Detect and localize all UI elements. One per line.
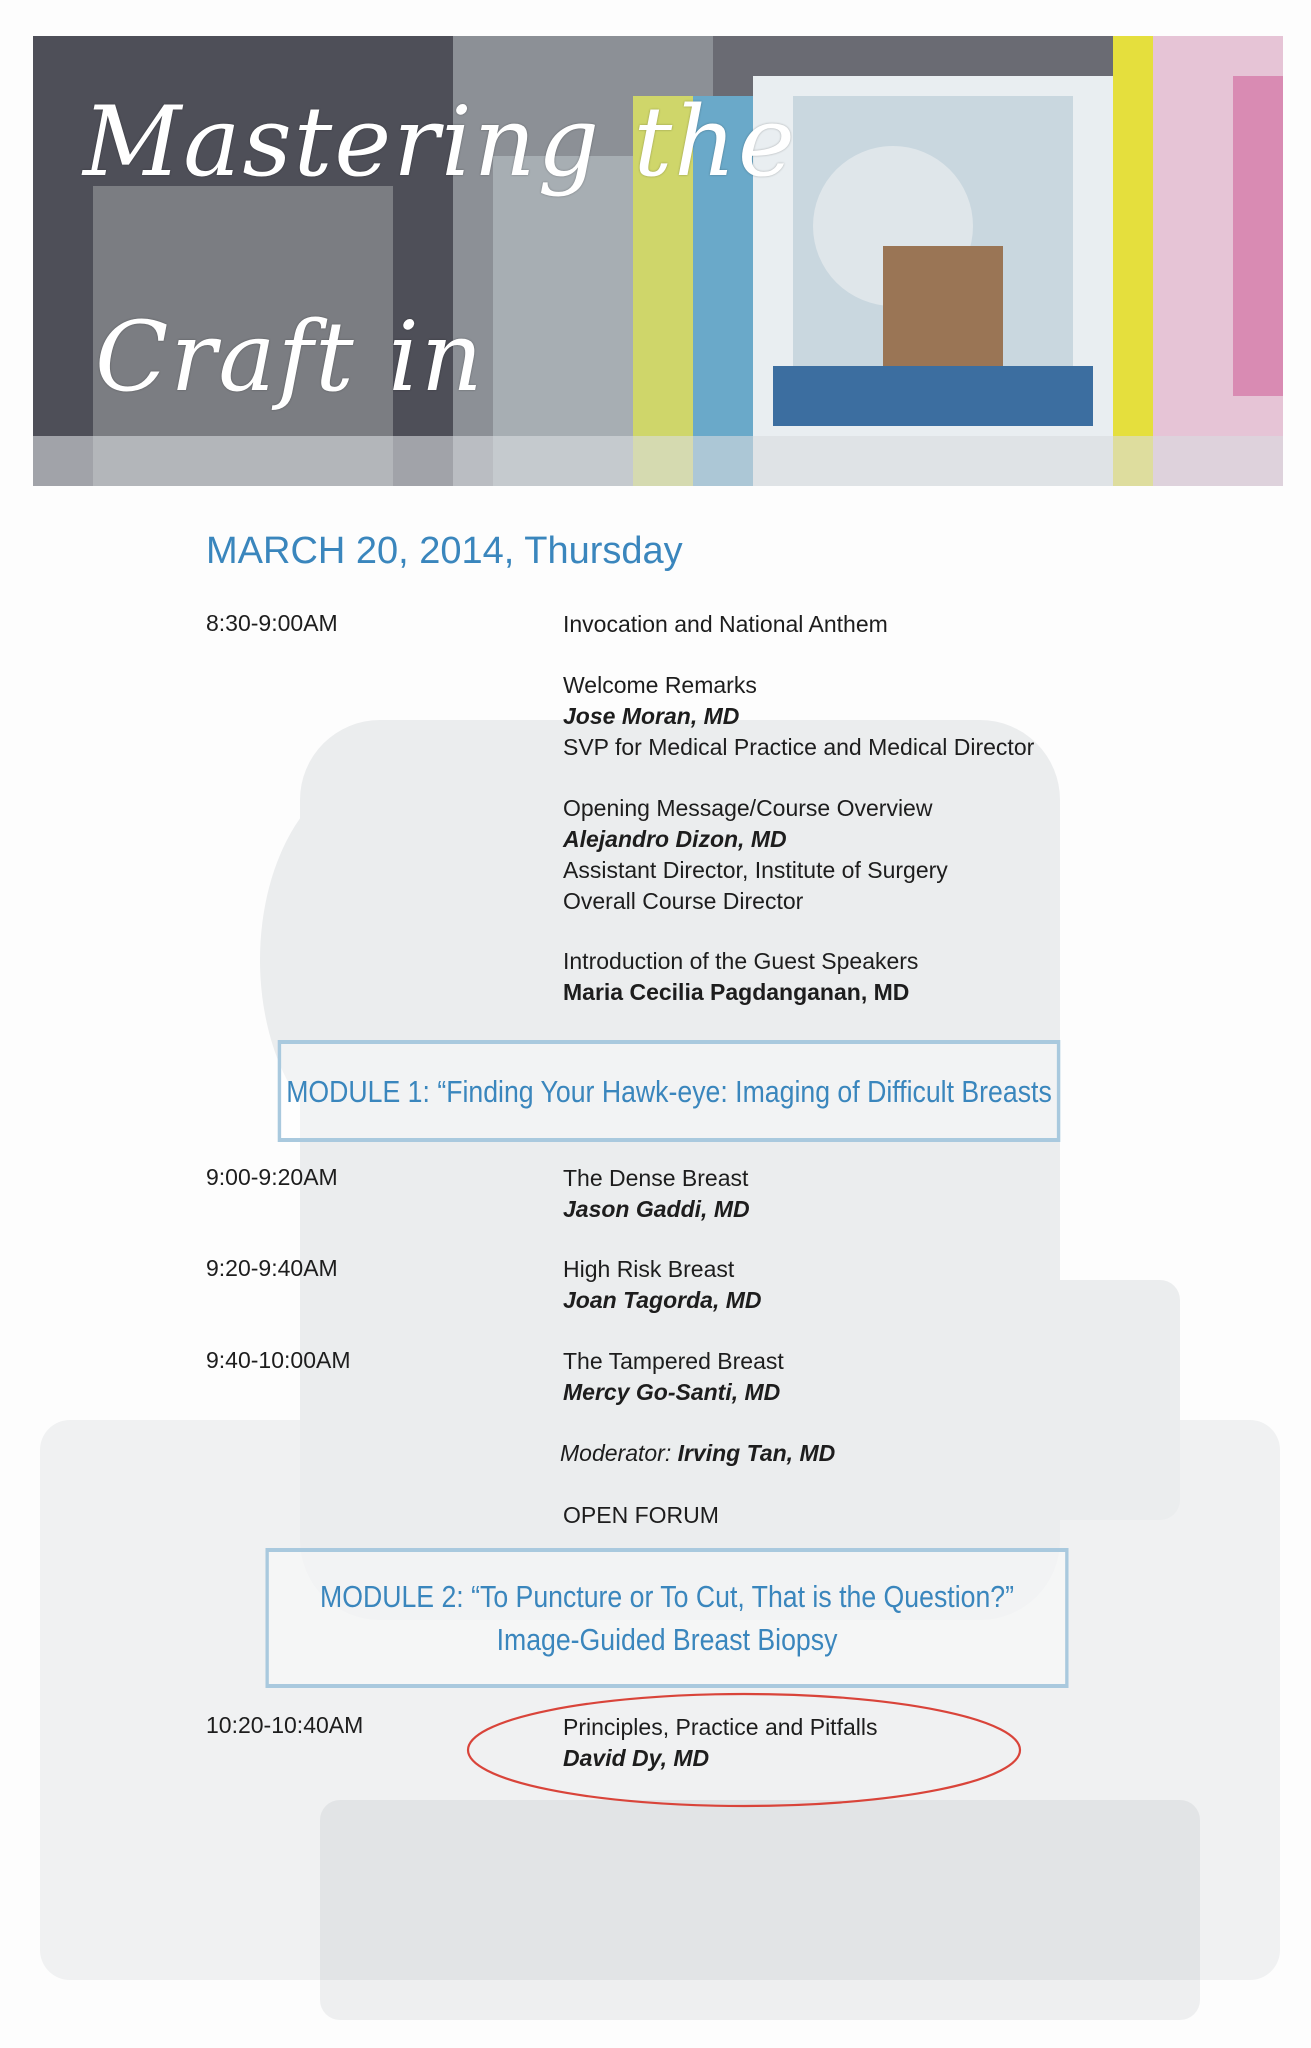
header-banner (33, 36, 1283, 486)
speaker-name: Alejandro Dizon, MD (563, 826, 787, 852)
agenda-item-title: Invocation and National Anthem (563, 611, 888, 637)
speaker-role: Assistant Director, Institute of Surgery (563, 857, 948, 883)
speaker-name: Maria Cecilia Pagdanganan, MD (563, 979, 910, 1005)
module-1-header (278, 1040, 1061, 1142)
speaker-name: David Dy, MD (563, 1745, 710, 1771)
time-slot: 8:30-9:00AM (206, 610, 338, 636)
speaker-name: Jason Gaddi, MD (563, 1196, 750, 1222)
agenda-item (563, 1346, 1263, 1408)
agenda-item-title: Opening Message/Course Overview (563, 795, 933, 821)
time-slot: 10:20-10:40AM (206, 1712, 364, 1738)
banner-title-line2: Craft in (95, 301, 485, 413)
agenda-item-title: High Risk Breast (563, 1256, 735, 1282)
agenda-item (563, 946, 1263, 1008)
module-2-title-line2: Image-Guided Breast Biopsy (496, 1622, 838, 1657)
agenda-item-title: Introduction of the Guest Speakers (563, 948, 919, 974)
agenda-item (563, 1163, 1263, 1225)
banner-title-line1: Mastering the (83, 86, 797, 198)
moderator-line (560, 1438, 1260, 1469)
speaker-role: Overall Course Director (563, 888, 804, 914)
agenda-item-title: The Tampered Breast (563, 1348, 784, 1374)
agenda-item-title: Welcome Remarks (563, 672, 757, 698)
agenda-item-title: Principles, Practice and Pitfalls (563, 1714, 878, 1740)
schedule-date: MARCH 20, 2014, Thursday (206, 530, 683, 572)
agenda-item-title: The Dense Breast (563, 1165, 749, 1191)
time-slot: 9:00-9:20AM (206, 1164, 338, 1190)
speaker-role: SVP for Medical Practice and Medical Director (563, 734, 1035, 760)
moderator-name: Irving Tan, MD (677, 1440, 836, 1466)
module-2-header (265, 1548, 1068, 1688)
module-2-title-line1: MODULE 2: “To Puncture or To Cut, That is the Question?” (320, 1579, 1014, 1614)
speaker-name: Jose Moran, MD (563, 703, 740, 729)
open-forum: OPEN FORUM (563, 1502, 719, 1528)
agenda-item (563, 1254, 1263, 1316)
time-slot: 9:20-9:40AM (206, 1255, 338, 1281)
speaker-name: Mercy Go-Santi, MD (563, 1379, 781, 1405)
speaker-name: Joan Tagorda, MD (563, 1287, 762, 1313)
agenda-item (563, 793, 1263, 917)
highlight-ellipse (462, 1687, 1026, 1817)
time-slot: 9:40-10:00AM (206, 1347, 351, 1373)
agenda-item (563, 609, 1263, 640)
moderator-label: Moderator: (560, 1440, 672, 1466)
module-1-title: MODULE 1: “Finding Your Hawk-eye: Imaging of Difficult Breasts (286, 1073, 1052, 1109)
agenda-item (563, 670, 1263, 763)
